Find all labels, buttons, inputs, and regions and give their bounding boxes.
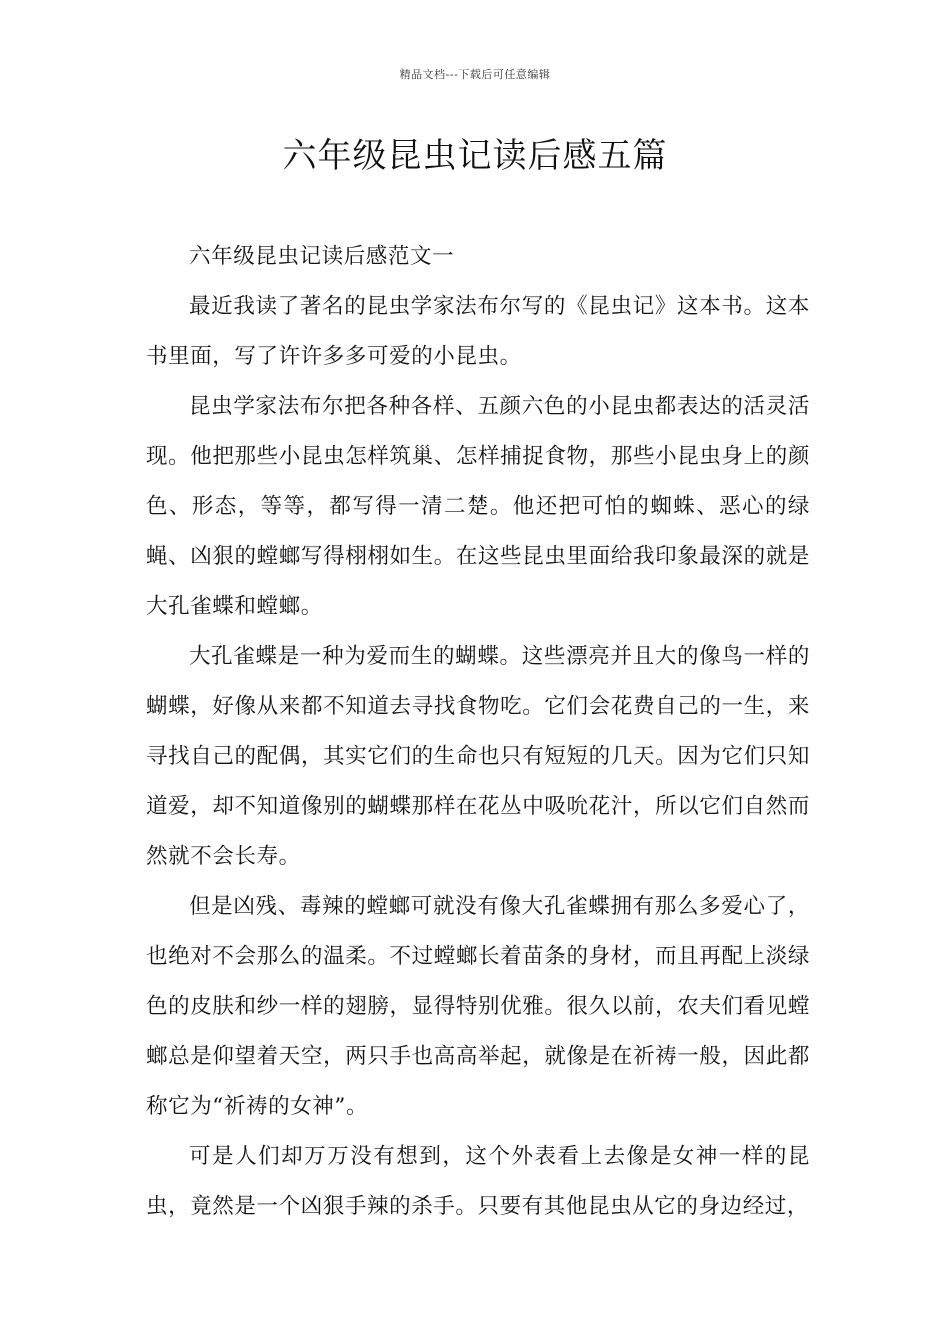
document-title: 六年级昆虫记读后感五篇 [282, 136, 668, 176]
paragraph: 可是人们却万万没有想到，这个外表看上去像是女神一样的昆虫，竟然是一个凶狠手辣的杀手。只要有其他昆虫从它的身边经过， [146, 1144, 810, 1219]
paragraph: 最近我读了著名的昆虫学家法布尔写的《昆虫记》这本书。这本书里面，写了许许多多可爱的小昆虫。 [146, 294, 810, 369]
paragraph: 大孔雀蝶是一种为爱而生的蝴蝶。这些漂亮并且大的像鸟一样的蝴蝶，好像从来都不知道去寻找食物吃。它们会花费自己的一生，来寻找自己的配偶，其实它们的生命也只有短短的几天。因为它们只知道爱，却不知道像别的蝴蝶那样在花丛中吸吮花汁，所以它们自然而然就不会长寿。 [146, 644, 810, 869]
section-heading: 六年级昆虫记读后感范文一 [189, 244, 455, 269]
header-note: 精品文档---下载后可任意编辑 [399, 68, 551, 81]
paragraph: 但是凶残、毒辣的螳螂可就没有像大孔雀蝶拥有那么多爱心了，也绝对不会那么的温柔。不过螳螂长着苗条的身材，而且再配上淡绿色的皮肤和纱一样的翅膀，显得特别优雅。很久以前，农夫们看见螳螂总是仰望着天空，两只手也高高举起，就像是在祈祷一般，因此都称它为“祈祷的女神”。 [146, 894, 810, 1119]
document-body [146, 232, 810, 1232]
paragraph: 昆虫学家法布尔把各种各样、五颜六色的小昆虫都表达的活灵活现。他把那些小昆虫怎样筑巢、怎样捕捉食物，那些小昆虫身上的颜色、形态，等等，都写得一清二楚。他还把可怕的蜘蛛、恶心的绿蝇、凶狠的螳螂写得栩栩如生。在这些昆虫里面给我印象最深的就是大孔雀蝶和螳螂。 [146, 394, 810, 619]
